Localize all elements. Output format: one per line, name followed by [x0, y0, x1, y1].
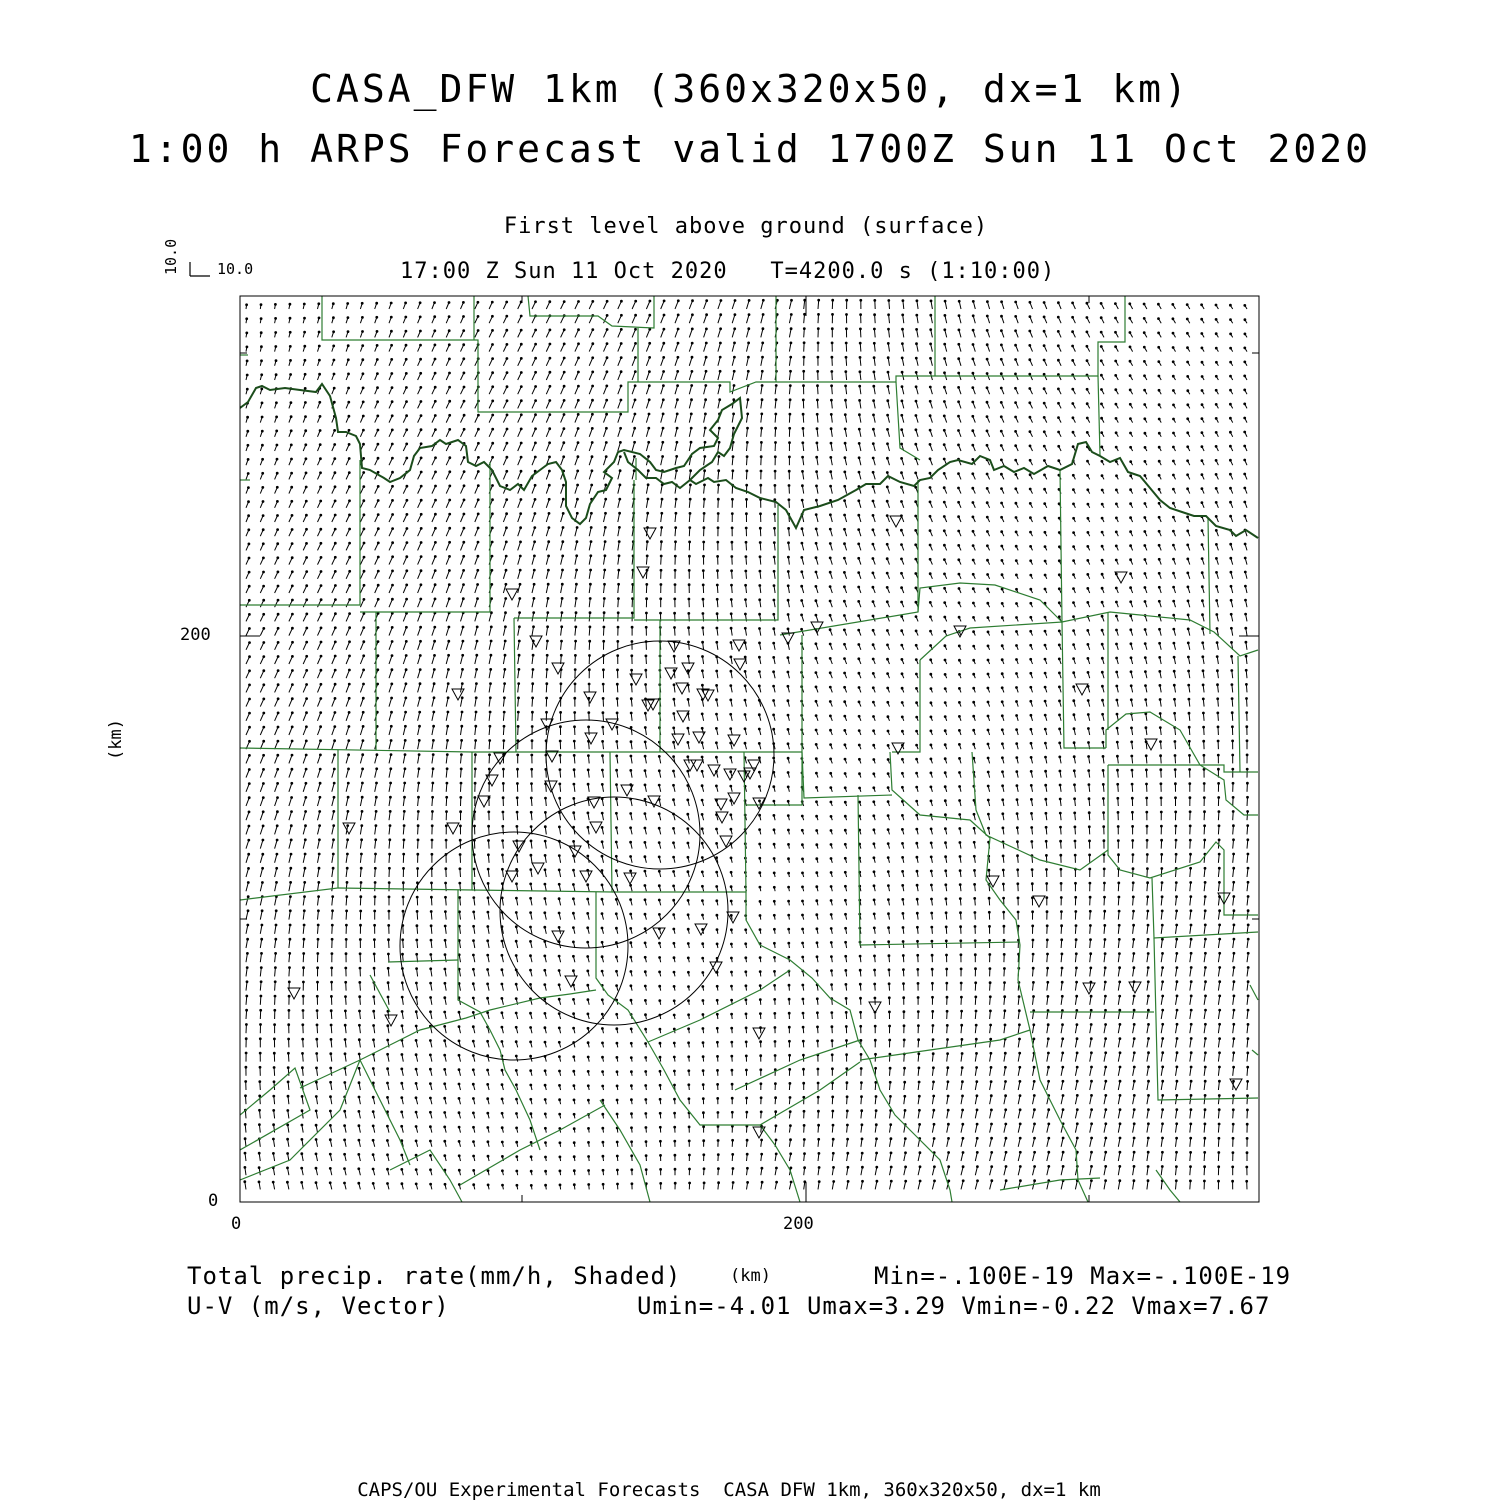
station-marker — [644, 528, 656, 539]
station-marker — [530, 636, 542, 647]
station-marker — [552, 663, 564, 674]
station-marker — [676, 683, 688, 694]
station-marker — [1033, 896, 1045, 907]
station-marker — [1083, 983, 1095, 994]
title-line-1: CASA_DFW 1km (360x320x50, dx=1 km) — [0, 70, 1500, 108]
x-axis-label: (km) — [730, 1268, 771, 1285]
legend-vector: U-V (m/s, Vector) — [187, 1294, 450, 1318]
station-marker — [1076, 684, 1088, 695]
station-marker — [580, 871, 592, 882]
station-marker — [585, 733, 597, 744]
station-marker — [710, 962, 722, 973]
y-tick-label-0: 0 — [208, 1193, 218, 1210]
station-marker — [748, 760, 760, 771]
station-marker — [716, 812, 728, 823]
subtitle-level: First level above ground (surface) — [0, 216, 1492, 238]
station-marker — [695, 924, 707, 935]
station-marker — [552, 931, 564, 942]
footer-credit: CAPS/OU Experimental Forecasts CASA DFW 1km, 360x320x50, dx=1 km — [0, 1481, 1458, 1500]
legend-field: Total precip. rate(mm/h, Shaded) — [187, 1264, 681, 1288]
station-marker — [590, 822, 602, 833]
y-axis-label: (km) — [108, 719, 125, 760]
station-marker — [727, 912, 739, 923]
station-marker — [343, 823, 355, 834]
station-marker — [385, 1015, 397, 1026]
radar-range-rings — [400, 641, 774, 1060]
station-marker — [506, 589, 518, 600]
legend-uv-stats: Umin=-4.01 Umax=3.29 Vmin=-0.22 Vmax=7.67 — [637, 1294, 1270, 1318]
station-marker — [546, 751, 558, 762]
station-marker — [624, 873, 636, 884]
y-tick-label-200: 200 — [180, 627, 211, 644]
station-marker — [647, 699, 659, 710]
station-marker — [506, 871, 518, 882]
subtitle-time: 17:00 Z Sun 11 Oct 2020 T=4200.0 s (1:10:00) — [400, 261, 1055, 283]
x-tick-label-200: 200 — [783, 1216, 814, 1233]
reference-vector-u-label: 10.0 — [164, 239, 179, 275]
reference-vector-v-label: 10.0 — [217, 262, 253, 277]
station-marker — [734, 659, 746, 670]
station-marker — [733, 640, 745, 651]
station-marker — [1230, 1079, 1242, 1090]
station-marker — [447, 823, 459, 834]
station-marker — [565, 976, 577, 987]
station-marker — [648, 796, 660, 807]
title-line-2: 1:00 h ARPS Forecast valid 1700Z Sun 11 Oct 2020 — [0, 130, 1500, 168]
station-marker — [708, 765, 720, 776]
x-tick-label-0: 0 — [231, 1216, 241, 1233]
wind-vector-field — [244, 299, 1249, 1189]
legend-minmax: Min=-.100E-19 Max=-.100E-19 — [874, 1264, 1291, 1288]
radar-ring-2 — [472, 720, 700, 948]
station-marker — [890, 516, 902, 527]
station-marker — [728, 735, 740, 746]
station-marker — [753, 1028, 765, 1039]
station-marker — [545, 781, 557, 792]
radar-ring-3 — [500, 797, 728, 1025]
station-marker — [1129, 982, 1141, 993]
reference-vector — [190, 262, 210, 276]
station-marker — [728, 793, 740, 804]
station-marker — [532, 863, 544, 874]
